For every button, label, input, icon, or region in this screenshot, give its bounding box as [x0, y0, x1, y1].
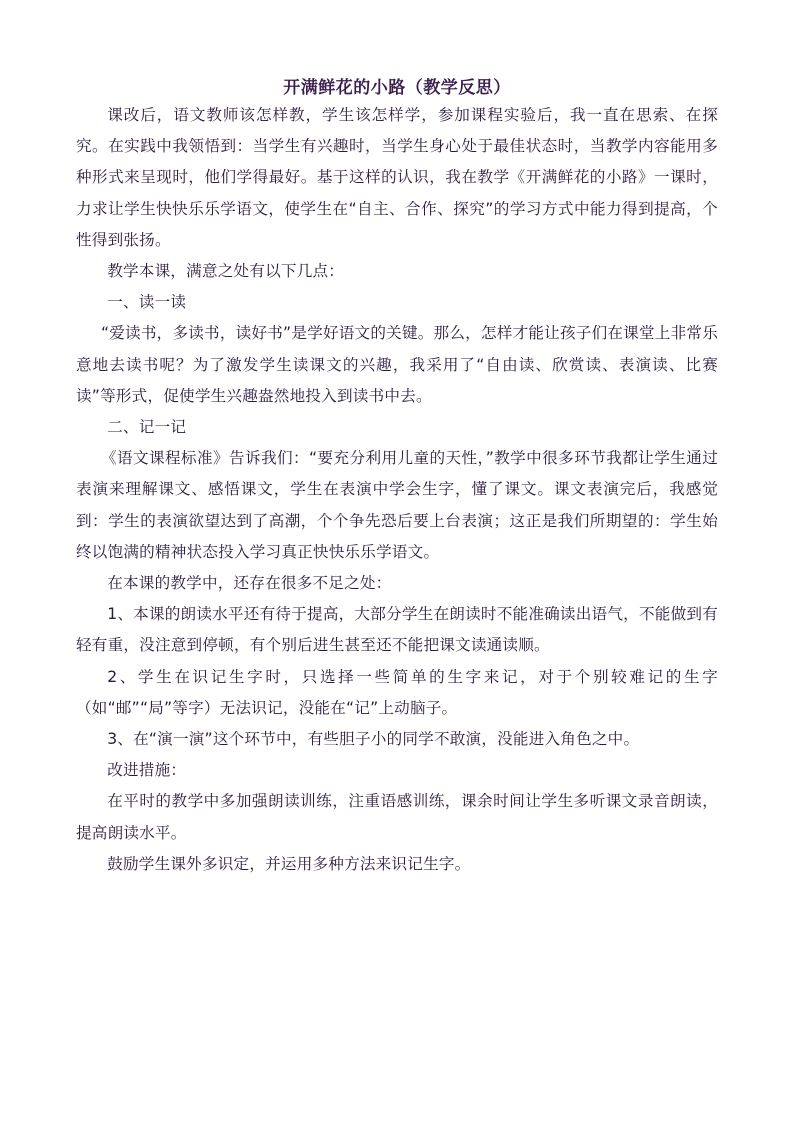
paragraph-remember: 《语文课程标准》告诉我们：“要充分利用儿童的天性，”教学中很多环节我都让学生通过表演来理解课文、感悟课文，学生在表演中学会生字，懂了课文。课文表演完后，我感觉到：学生的表演欲望达到了高潮，个个争先恐后要上台表演；这正是我们所期望的：学生始终以饱满的精神状态投入学习真正快快乐乐学语文。 [76, 449, 718, 561]
paragraph-intro: 课改后，语文教师该怎样教，学生该怎样学，参加课程实验后，我一直在思索、在探究。在实践中我领悟到：当学生有兴趣时，当学生身心处于最佳状态时，当教学内容能用多种形式来呈现时，他们学得最好。基于这样的认识，我在教学《开满鲜花的小路》一课时，力求让学生快快乐乐学语文，使学生在“自主、合作、探究”的学习方式中能力得到提高，个性得到张扬。 [76, 106, 718, 249]
list-item-shortcoming-1: 1、本课的朗读水平还有待于提高，大部分学生在朗读时不能准确读出语气，不能做到有轻有重，没注意到停顿，有个别后进生甚至还不能把课文读通读顺。 [76, 605, 718, 655]
list-item-shortcoming-2: 2、学生在识记生字时，只选择一些简单的生字来记，对于个别较难记的生字（如“邮”“局”等字）无法识记，没能在“记”上动脑子。 [76, 667, 718, 717]
section-heading-improvement: 改进措施： [107, 761, 187, 780]
paragraph-improvement-1: 在平时的教学中多加强朗读训练，注重语感训练，课余时间让学生多听课文录音朗读，提高朗读水平。 [76, 792, 718, 842]
section-heading-read: 一、读一读 [107, 293, 187, 312]
paragraph-read: “爱读书，多读书，读好书”是学好语文的关键。那么，怎样才能让孩子们在课堂上非常乐意地去读书呢？为了激发学生读课文的兴趣，我采用了“自由读、欣赏读、表演读、比赛读”等形式，促使学生兴趣盎然地投入到读书中去。 [76, 324, 718, 405]
list-item-shortcoming-3: 3、在“演一演”这个环节中，有些胆子小的同学不敢演，没能进入角色之中。 [107, 730, 640, 749]
paragraph-shortcomings-intro: 在本课的教学中，还存在很多不足之处： [107, 574, 392, 593]
paragraph-improvement-2: 鼓励学生课外多识定，并运用多种方法来识记生字。 [107, 854, 471, 873]
document-title: 开满鲜花的小路（教学反思） [283, 78, 511, 98]
document-page [76, 76, 718, 880]
paragraph-satisfaction-intro: 教学本课，满意之处有以下几点： [107, 262, 345, 281]
section-heading-remember: 二、记一记 [107, 418, 187, 437]
